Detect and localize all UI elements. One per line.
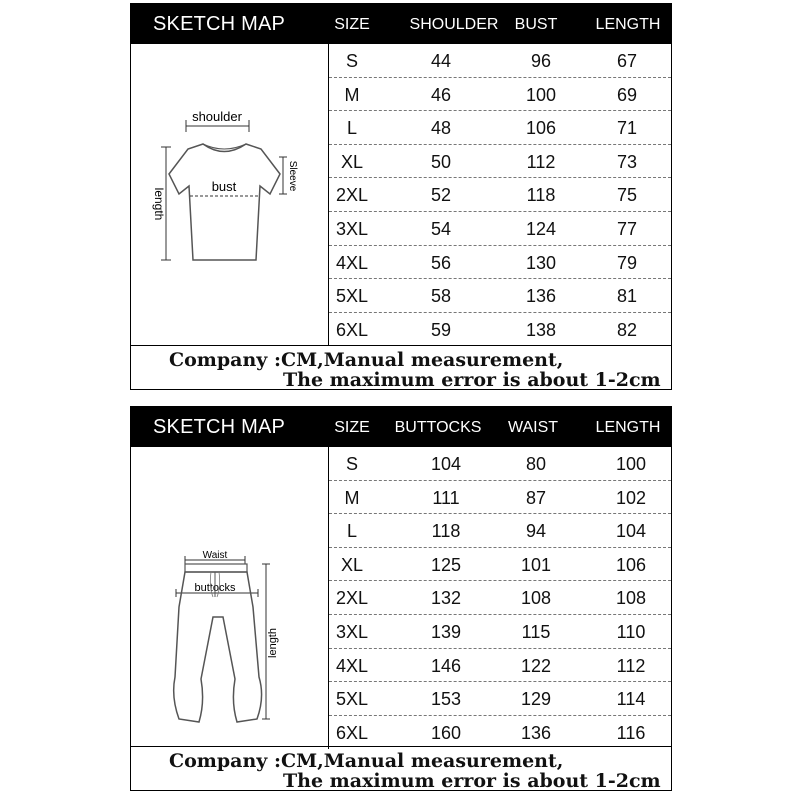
table-cell: 2XL bbox=[335, 185, 369, 206]
table-cell: 46 bbox=[430, 84, 452, 105]
table-cell: 69 bbox=[616, 84, 638, 105]
shoulder-label: shoulder bbox=[192, 109, 242, 124]
table-cell: 115 bbox=[521, 621, 551, 642]
column-header-size: SIZE bbox=[334, 16, 370, 33]
sketch-map-title: SKETCH MAP bbox=[153, 416, 286, 438]
table-cell: 6XL bbox=[335, 319, 369, 340]
table-cell: 71 bbox=[616, 118, 638, 139]
table-cell: 116 bbox=[616, 722, 646, 743]
measurement-note bbox=[131, 746, 671, 790]
table-cell: 77 bbox=[616, 218, 638, 239]
table-cell: 101 bbox=[520, 554, 552, 575]
table-row bbox=[329, 548, 671, 582]
tshirt-diagram bbox=[131, 44, 328, 346]
table-row bbox=[329, 246, 671, 280]
table-cell: 80 bbox=[525, 454, 547, 474]
table-cell: 108 bbox=[615, 588, 647, 609]
table-row bbox=[329, 615, 671, 649]
table-cell: 48 bbox=[430, 118, 452, 139]
waist-label: Waist bbox=[202, 550, 228, 561]
table-cell: 112 bbox=[526, 151, 556, 172]
buttocks-label: buttocks bbox=[194, 582, 236, 594]
table-cell: 104 bbox=[430, 454, 462, 474]
table-cell: 136 bbox=[520, 722, 552, 743]
table-cell: 79 bbox=[616, 252, 638, 273]
table-cell: 5XL bbox=[335, 689, 369, 710]
table-cell: 125 bbox=[430, 554, 462, 575]
table-cell: 87 bbox=[525, 487, 547, 508]
table-cell: 160 bbox=[430, 722, 462, 743]
length-label: length bbox=[152, 187, 166, 221]
table-cell: 82 bbox=[616, 319, 638, 340]
table-cell: XL bbox=[340, 151, 364, 172]
tshirt-sketch bbox=[131, 44, 329, 346]
note-line-2: The maximum error is about 1-2cm bbox=[283, 770, 661, 792]
table-row bbox=[329, 178, 671, 212]
column-header-bust: BUST bbox=[514, 16, 558, 33]
table-cell: 118 bbox=[431, 521, 461, 542]
table-cell: 106 bbox=[525, 118, 557, 139]
table-cell: M bbox=[344, 84, 360, 105]
table-cell: 73 bbox=[616, 151, 638, 172]
column-header-waist: WAIST bbox=[507, 419, 559, 436]
table-cell: 81 bbox=[616, 286, 638, 307]
table-cell: 67 bbox=[616, 51, 638, 71]
sleeve-label: Sleeve bbox=[287, 160, 298, 192]
table-row bbox=[329, 145, 671, 179]
pants-size-chart bbox=[130, 406, 672, 791]
note-line-1: Company :CM,Manual measurement, bbox=[169, 349, 564, 371]
table-cell: 3XL bbox=[335, 621, 369, 642]
table-cell: 124 bbox=[525, 218, 557, 239]
table-cell: 44 bbox=[430, 51, 452, 71]
pants-sketch bbox=[131, 447, 329, 749]
table-cell: 6XL bbox=[335, 722, 369, 743]
table-row bbox=[329, 581, 671, 615]
table-cell: S bbox=[345, 51, 359, 71]
size-table bbox=[329, 44, 671, 346]
table-cell: 100 bbox=[525, 84, 557, 105]
table-cell: S bbox=[345, 454, 359, 474]
table-row bbox=[329, 716, 671, 750]
table-cell: 3XL bbox=[335, 218, 369, 239]
column-header-buttocks: BUTTOCKS bbox=[394, 419, 482, 436]
table-cell: 110 bbox=[616, 621, 646, 642]
table-row bbox=[329, 481, 671, 515]
table-cell: 111 bbox=[432, 487, 460, 508]
table-cell: 114 bbox=[616, 689, 646, 710]
chart-header bbox=[131, 407, 671, 447]
table-cell: 54 bbox=[430, 218, 452, 239]
table-row bbox=[329, 212, 671, 246]
table-cell: 138 bbox=[525, 319, 557, 340]
table-cell: 129 bbox=[520, 689, 552, 710]
table-cell: 52 bbox=[430, 185, 452, 206]
bust-label: bust bbox=[211, 179, 237, 194]
table-cell: 153 bbox=[430, 689, 462, 710]
table-cell: 100 bbox=[615, 454, 647, 474]
note-line-2: The maximum error is about 1-2cm bbox=[283, 369, 661, 391]
column-header-length: LENGTH bbox=[595, 419, 661, 436]
chart-header bbox=[131, 4, 671, 44]
note-line-1: Company :CM,Manual measurement, bbox=[169, 750, 564, 772]
column-header-shoulder: SHOULDER bbox=[409, 16, 499, 33]
table-cell: 94 bbox=[525, 521, 547, 542]
table-row bbox=[329, 111, 671, 145]
table-cell: 112 bbox=[616, 655, 646, 676]
column-header-size: SIZE bbox=[334, 419, 370, 436]
table-cell: 4XL bbox=[335, 252, 369, 273]
table-cell: 96 bbox=[530, 51, 552, 71]
table-cell: 58 bbox=[430, 286, 452, 307]
table-row bbox=[329, 514, 671, 548]
table-cell: 146 bbox=[430, 655, 462, 676]
table-cell: L bbox=[346, 521, 358, 542]
table-cell: 118 bbox=[526, 185, 556, 206]
table-cell: 122 bbox=[520, 655, 552, 676]
table-cell: 50 bbox=[430, 151, 452, 172]
table-cell: L bbox=[346, 118, 358, 139]
table-row bbox=[329, 313, 671, 347]
table-row bbox=[329, 78, 671, 112]
sketch-map-title: SKETCH MAP bbox=[153, 13, 286, 35]
table-cell: 139 bbox=[430, 621, 462, 642]
table-cell: 56 bbox=[430, 252, 452, 273]
table-row bbox=[329, 649, 671, 683]
table-cell: 4XL bbox=[335, 655, 369, 676]
table-row bbox=[329, 447, 671, 481]
table-row bbox=[329, 279, 671, 313]
table-cell: 75 bbox=[616, 185, 638, 206]
table-cell: 102 bbox=[615, 487, 647, 508]
table-cell: M bbox=[344, 487, 360, 508]
table-cell: 2XL bbox=[335, 588, 369, 609]
table-cell: 59 bbox=[430, 319, 452, 340]
table-cell: 104 bbox=[615, 521, 647, 542]
size-table bbox=[329, 447, 671, 749]
column-header-length: LENGTH bbox=[595, 16, 661, 33]
tshirt-size-chart bbox=[130, 3, 672, 390]
table-cell: 132 bbox=[430, 588, 462, 609]
measurement-note bbox=[131, 345, 671, 389]
pants-diagram bbox=[131, 447, 328, 749]
table-cell: 5XL bbox=[335, 286, 369, 307]
table-cell: 136 bbox=[525, 286, 557, 307]
table-cell: 130 bbox=[525, 252, 557, 273]
table-cell: XL bbox=[340, 554, 364, 575]
table-cell: 108 bbox=[520, 588, 552, 609]
table-row bbox=[329, 44, 671, 78]
length-label: length bbox=[267, 628, 279, 658]
table-cell: 106 bbox=[615, 554, 647, 575]
table-row bbox=[329, 682, 671, 716]
